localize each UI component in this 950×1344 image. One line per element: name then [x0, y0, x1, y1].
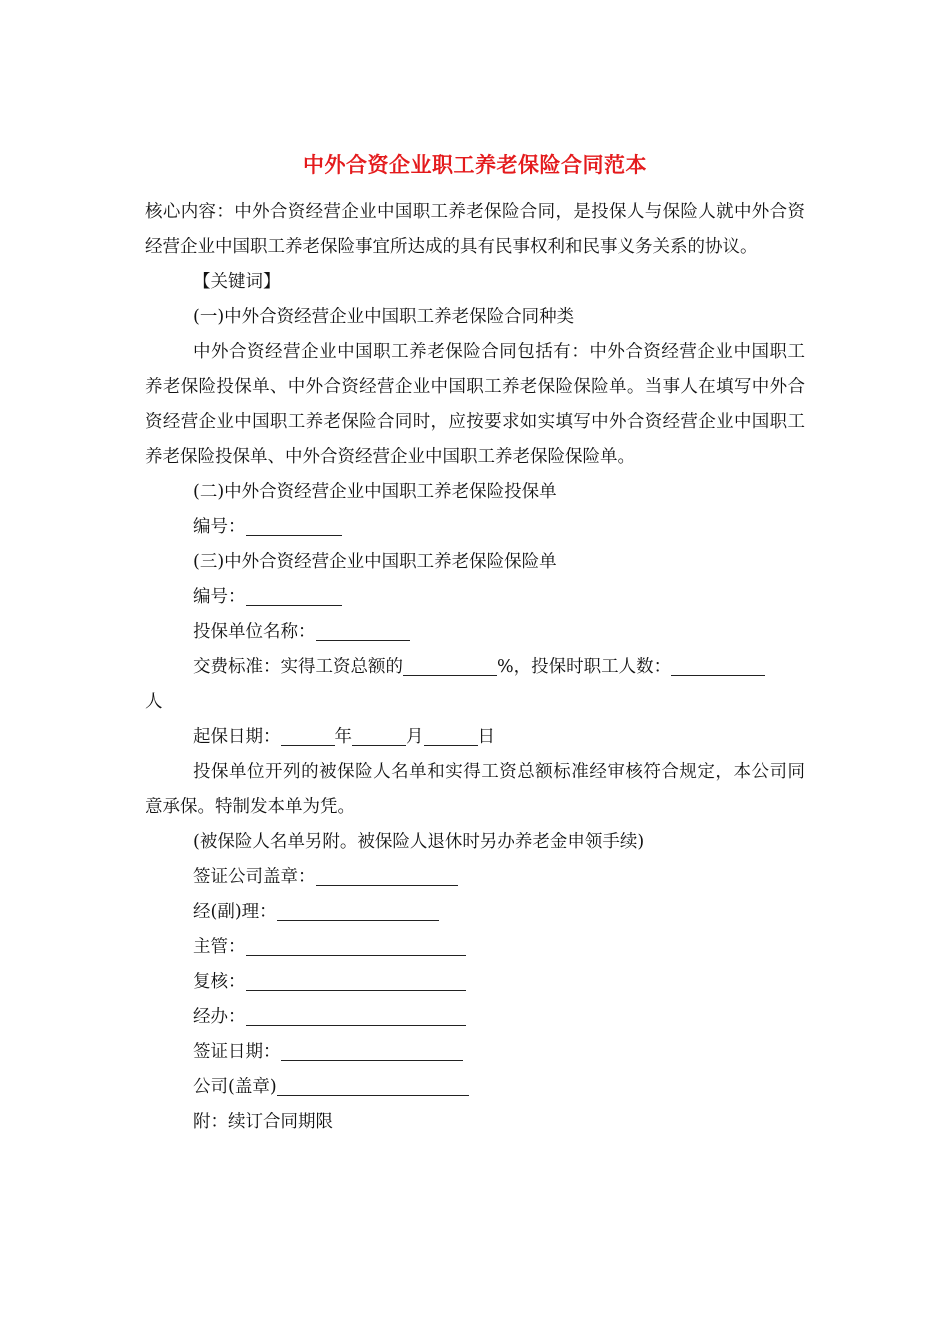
start-day-blank — [424, 725, 478, 746]
supervisor-label: 主管： — [193, 937, 246, 957]
start-date-row — [145, 720, 805, 755]
attachment-line: 附：续订合同期限 — [193, 1112, 333, 1132]
insured-unit-blank — [316, 620, 410, 641]
start-date-label: 起保日期： — [193, 727, 281, 747]
sign-date-blank — [281, 1040, 463, 1061]
insured-unit-label: 投保单位名称： — [193, 622, 316, 642]
company-seal-blank — [277, 1075, 469, 1096]
handler-label: 经办： — [193, 1007, 246, 1027]
keywords-heading: 【关键词】 — [193, 272, 281, 292]
section-3-heading: (三)中外合资经营企业中国职工养老保险保险单 — [193, 552, 557, 572]
company-seal-row — [145, 1070, 805, 1105]
fee-percent-text: %，投保时职工人数： — [497, 657, 672, 677]
manager-label: 经(副)理： — [193, 902, 277, 922]
start-month-blank — [352, 725, 406, 746]
policy-number-label: 编号： — [193, 587, 246, 607]
insured-unit-row — [145, 615, 805, 650]
section-2-heading: (二)中外合资经营企业中国职工养老保险投保单 — [193, 482, 557, 502]
reviewer-label: 复核： — [193, 972, 246, 992]
sign-date-row — [145, 1035, 805, 1070]
policy-number-row — [145, 580, 805, 615]
fee-standard-label: 交费标准：实得工资总额的 — [193, 657, 403, 677]
year-label: 年 — [334, 727, 352, 747]
application-number-label: 编号： — [193, 517, 246, 537]
application-number-row — [145, 510, 805, 545]
manager-blank — [277, 900, 439, 921]
application-number-blank — [246, 515, 342, 536]
handler-blank — [246, 1005, 466, 1026]
page-title: 中外合资企业职工养老保险合同范本 — [303, 152, 647, 177]
section-1-heading: (一)中外合资经营企业中国职工养老保险合同种类 — [193, 307, 575, 327]
sign-company-blank — [316, 865, 458, 886]
month-label: 月 — [406, 727, 424, 747]
supervisor-blank — [246, 935, 466, 956]
fee-percent-blank — [403, 655, 497, 676]
approval-paragraph: 投保单位开列的被保险人名单和实得工资总额标准经审核符合规定，本公司同意承保。特制发本单为凭。 — [145, 762, 805, 817]
reviewer-blank — [246, 970, 466, 991]
reviewer-row — [145, 965, 805, 1000]
note-line: (被保险人名单另附。被保险人退休时另办养老金申领手续) — [193, 832, 645, 852]
core-content-paragraph: 核心内容：中外合资经营企业中国职工养老保险合同，是投保人与保险人就中外合资经营企业中国职工养老保险事宜所达成的具有民事权利和民事义务关系的协议。 — [145, 202, 805, 257]
sign-company-row — [145, 860, 805, 895]
supervisor-row — [145, 930, 805, 965]
sign-company-label: 签证公司盖章： — [193, 867, 316, 887]
fee-unit-row: 人 — [145, 692, 163, 712]
sign-date-label: 签证日期： — [193, 1042, 281, 1062]
section-1-body: 中外合资经营企业中国职工养老保险合同包括有：中外合资经营企业中国职工养老保险投保单、中外合资经营企业中国职工养老保险保险单。当事人在填写中外合资经营企业中国职工养老保险合同时，应按要求如实填写中外合资经营企业中国职工养老保险投保单、中外合资经营企业中国职工养老保险保险单。 — [145, 342, 805, 467]
handler-row — [145, 1000, 805, 1035]
manager-row — [145, 895, 805, 930]
policy-number-blank — [246, 585, 342, 606]
fee-standard-row — [145, 650, 805, 685]
day-label: 日 — [477, 727, 495, 747]
company-seal-label: 公司(盖章) — [193, 1077, 277, 1097]
start-year-blank — [281, 725, 335, 746]
employee-count-blank — [671, 655, 765, 676]
document-body — [145, 195, 805, 1140]
